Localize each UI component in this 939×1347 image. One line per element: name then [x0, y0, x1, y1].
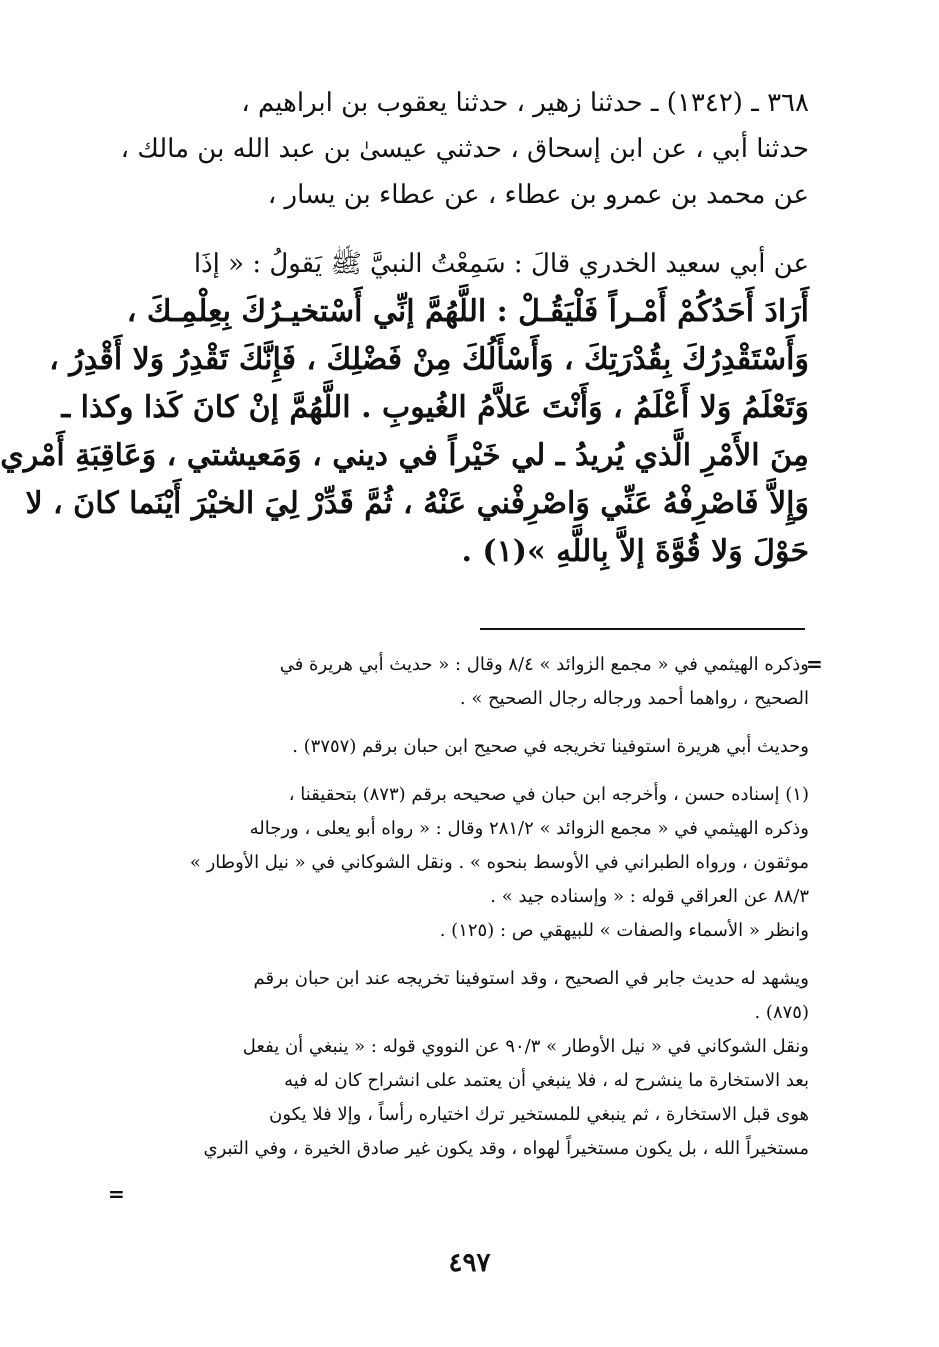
footnotes: [129, 648, 809, 1166]
footnote-line: موثقون ، ورواه الطبراني في الأوسط بنحوه » . ونقل الشوكاني في « نيل الأوطار »: [189, 852, 809, 873]
footnote-line: وانظر « الأسماء والصفات » للبيهقي ص : (١٢٥) .: [439, 920, 809, 941]
hadith-line: أَرَادَ أَحَدُكُمْ أَمْـراً فَلْيَقُـلْ : اللَّهُمَّ إنِّي أَسْتخيـرُكَ بِعِلْمِـكَ ،: [126, 294, 809, 329]
continuation-mark-top: =: [806, 652, 823, 676]
hadith-chain-of-narration: [120, 80, 809, 218]
footnote-line: (١) إسناده حسن ، وأخرجه ابن حبان في صحيحه برقم (٨٧٣) بتحقيقنا ،: [288, 784, 809, 805]
hadith-line: عن أبي سعيد الخدري قالَ : سَمِعْتُ النبيَّ ﷺ يَقولُ : « إذَا: [193, 249, 809, 279]
footnote-separator: [480, 628, 805, 630]
footnote-line: (٨٧٥) .: [754, 1002, 809, 1023]
sanad-line: عن محمد بن عمرو بن عطاء ، عن عطاء بن يسار ،: [267, 180, 809, 210]
footnote-line: ونقل الشوكاني في « نيل الأوطار » ٩٠/٣ عن النووي قوله : « ينبغي أن يفعل: [242, 1036, 809, 1057]
footnote-line: وحديث أبي هريرة استوفينا تخريجه في صحيح ابن حبان برقم (٣٧٥٧) .: [292, 736, 809, 757]
hadith-line: وَأَسْتَقْدِرُكَ بِقُدْرَتِكَ ، وَأَسْأَلُكَ مِنْ فَضْلِكَ ، فَإِنَّكَ تَقْدِرُ وَلا أَقْدِرُ ،: [49, 342, 809, 377]
footnote-line: ويشهد له حديث جابر في الصحيح ، وقد استوفينا تخريجه عند ابن حبان برقم: [253, 968, 809, 989]
footnote-line: وذكره الهيثمي في « مجمع الزوائد » ٨/٤ وقال : « حديث أبي هريرة في: [279, 654, 809, 675]
footnote-line: مستخيراً الله ، بل يكون مستخيراً لهواه ، وقد يكون غير صادق الخيرة ، وفي التبري: [203, 1138, 809, 1159]
page-number: ٤٩٧: [448, 1248, 491, 1278]
footnote-line: بعد الاستخارة ما ينشرح له ، فلا ينبغي أن يعتمد على انشراح كان له فيه: [284, 1070, 809, 1091]
footnote-line: وذكره الهيثمي في « مجمع الزوائد » ٢٨١/٢ وقال : « رواه أبو يعلى ، ورجاله: [249, 818, 809, 839]
hadith-line: حَوْلَ وَلا قُوَّةَ إلاَّ بِاللَّهِ »(١) .: [461, 534, 809, 569]
footnote-line: الصحيح ، رواهما أحمد ورجاله رجال الصحيح » .: [459, 688, 809, 709]
hadith-line: وَإِلاَّ فَاصْرِفْهُ عَنِّي وَاصْرِفْني عَنْهُ ، ثُمَّ قَدِّرْ لِيَ الخيْرَ أَيْنَما كانَ ، لا: [25, 486, 809, 521]
continuation-mark-bottom: =: [108, 1182, 125, 1206]
hadith-line: مِنَ الأَمْرِ الَّذي يُريدُ ـ لي خَيْراً في ديني ، وَمَعيشتي ، وَعَاقِبَةِ أَمْري: [0, 438, 809, 473]
footnote-line: هوى قبل الاستخارة ، ثم ينبغي للمستخير ترك اختياره رأساً ، وإلا فلا يكون: [269, 1104, 809, 1125]
sanad-line: حدثنا أبي ، عن ابن إسحاق ، حدثني عيسىٰ بن عبد الله بن مالك ،: [120, 134, 809, 164]
footnote-line: ٨٨/٣ عن العراقي قوله : « وإسناده جيد » .: [490, 886, 809, 907]
sanad-line: ٣٦٨ ـ (١٣٤٢) ـ حدثنا زهير ، حدثنا يعقوب بن ابراهيم ،: [241, 88, 809, 118]
hadith-text: [0, 240, 809, 576]
hadith-line: وَتَعْلَمُ وَلا أَعْلَمُ ، وَأَنْتَ عَلاَّمُ الغُيوبِ . اللَّهُمَّ إنْ كانَ كَذا وكذا ـ: [61, 390, 809, 425]
